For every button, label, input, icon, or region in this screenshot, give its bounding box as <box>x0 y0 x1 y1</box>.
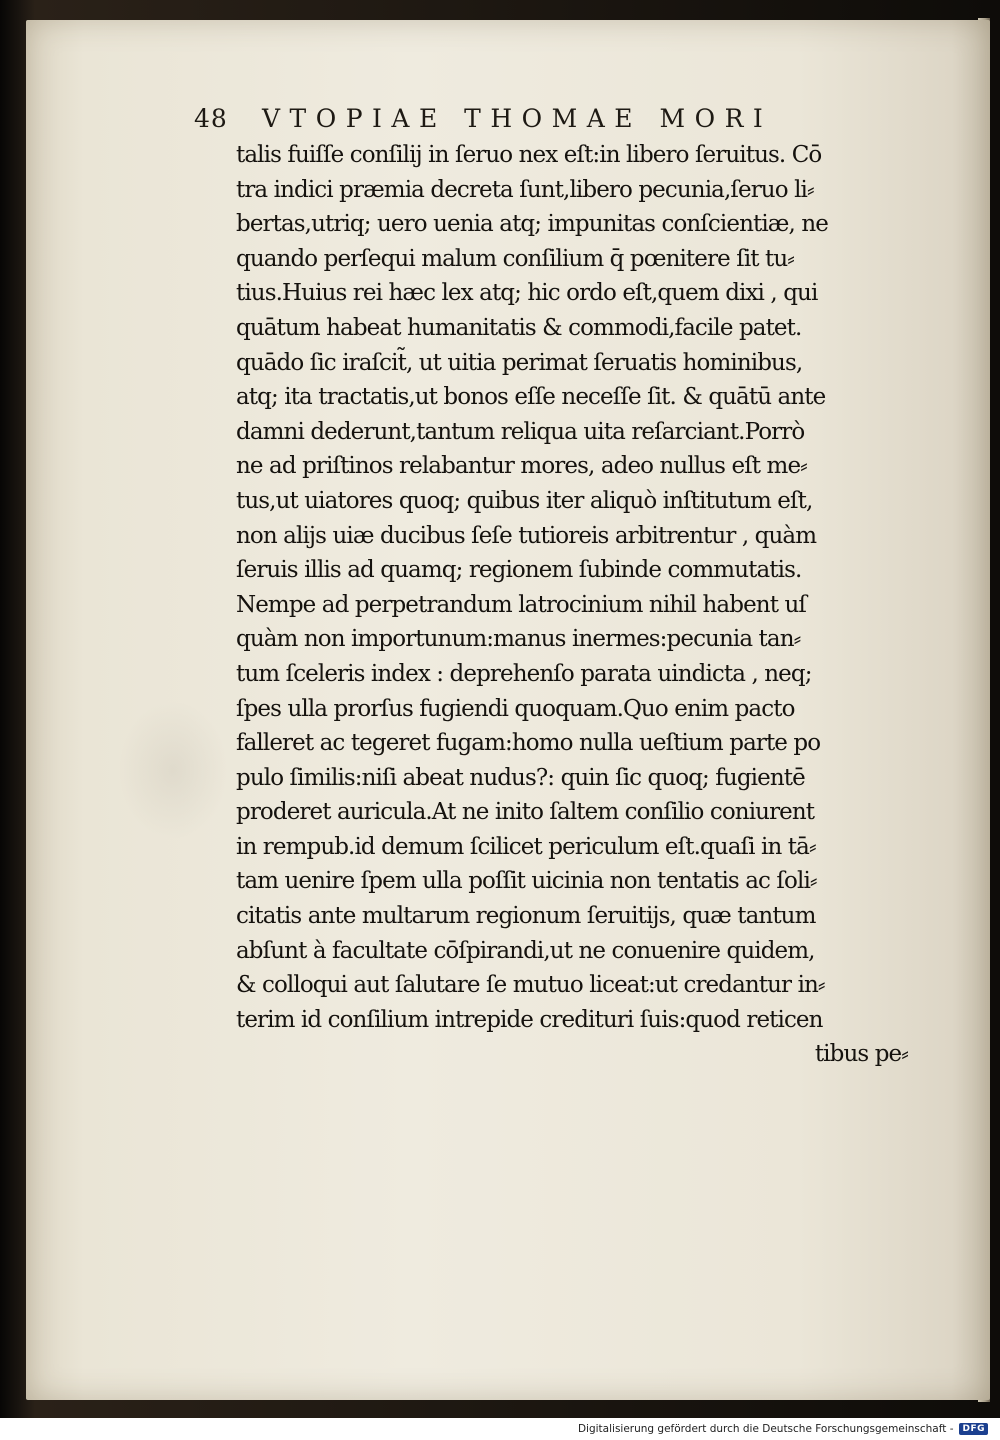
text-line: tra indici præmia decreta ſunt,libero pecunia,ſeruo li⸗ <box>236 176 814 203</box>
dfg-logo: DFG <box>959 1423 988 1435</box>
body-text <box>236 138 916 1072</box>
digitization-footer <box>0 1418 1000 1440</box>
running-title: VTOPIAE THOMAE MORI <box>262 103 773 133</box>
text-line: Nempe ad perpetrandum latrocinium nihil habent uſ <box>236 591 806 618</box>
text-line: quātum habeat humanitatis & commodi,facile patet. <box>236 314 802 341</box>
show-through-mark <box>118 700 228 840</box>
text-line: & colloqui aut ſalutare ſe mutuo liceat:ut credantur in⸗ <box>236 972 825 999</box>
text-line: tius.Huius rei hæc lex atq; hic ordo eſt,quem dixi , qui <box>236 280 818 307</box>
text-line: ſpes ulla prorſus fugiendi quoquam.Quo enim pacto <box>236 695 795 722</box>
text-line: quando perſequi malum conſilium q̄ pœnitere ſit tu⸗ <box>236 245 795 272</box>
text-line: tus,ut uiatores quoq; quibus iter aliquò inſtitutum eſt, <box>236 487 813 514</box>
running-head <box>194 101 920 135</box>
text-line: quādo ſic iraſcit̃, ut uitia perimat ſeruatis hominibus, <box>236 349 803 376</box>
text-line: non alijs uiæ ducibus ſeſe tutioreis arbitrentur , quàm <box>236 522 817 549</box>
text-line: proderet auricula.At ne inito ſaltem conſilio coniurent <box>236 799 815 826</box>
text-line: tam uenire ſpem ulla poſſit uicinia non tentatis ac ſoli⸗ <box>236 868 817 895</box>
text-line: abſunt à facultate cōſpirandi,ut ne conuenire quidem, <box>236 937 815 964</box>
text-line: quàm non importunum:manus inermes:pecunia tan⸗ <box>236 626 801 653</box>
text-line: falleret ac tegeret fugam:homo nulla ueſtium parte po <box>236 730 821 757</box>
text-line: pulo ſimilis:niſi abeat nudus?: quin ſic quoq; fugientē <box>236 764 805 791</box>
text-line: ne ad priſtinos relabantur mores, adeo nullus eſt me⸗ <box>236 453 807 480</box>
text-line: talis fuiſſe conſilij in ſeruo nex eſt:in libero ſeruitus. Cō <box>236 142 822 168</box>
text-line: tum ſceleris index : deprehenſo parata uindicta , neq; <box>236 660 812 687</box>
text-line: terim id conſilium intrepide credituri ſuis:quod reticen <box>236 1006 823 1033</box>
text-line: in rempub.id demum ſcilicet periculum eſt.quaſi in tā⸗ <box>236 833 816 860</box>
text-line: citatis ante multarum regionum ſeruitijs, quæ tantum <box>236 903 816 930</box>
page-number: 48 <box>194 103 228 133</box>
text-line: ſeruis illis ad quamq; regionem ſubinde commutatis. <box>236 557 802 584</box>
text-line: atq; ita tractatis,ut bonos eſſe neceſſe ſit. & quātū ante <box>236 384 826 411</box>
text-line: damni dederunt,tantum reliqua uita reſarciant.Porrò <box>236 418 805 445</box>
funding-notice: Digitalisierung gefördert durch die Deutsche Forschungsgemeinschaft - <box>577 1423 954 1435</box>
text-line: bertas,utriq; uero uenia atq; impunitas conſcientiæ, ne <box>236 211 828 238</box>
text-line: tibus pe⸗ <box>814 1041 908 1068</box>
